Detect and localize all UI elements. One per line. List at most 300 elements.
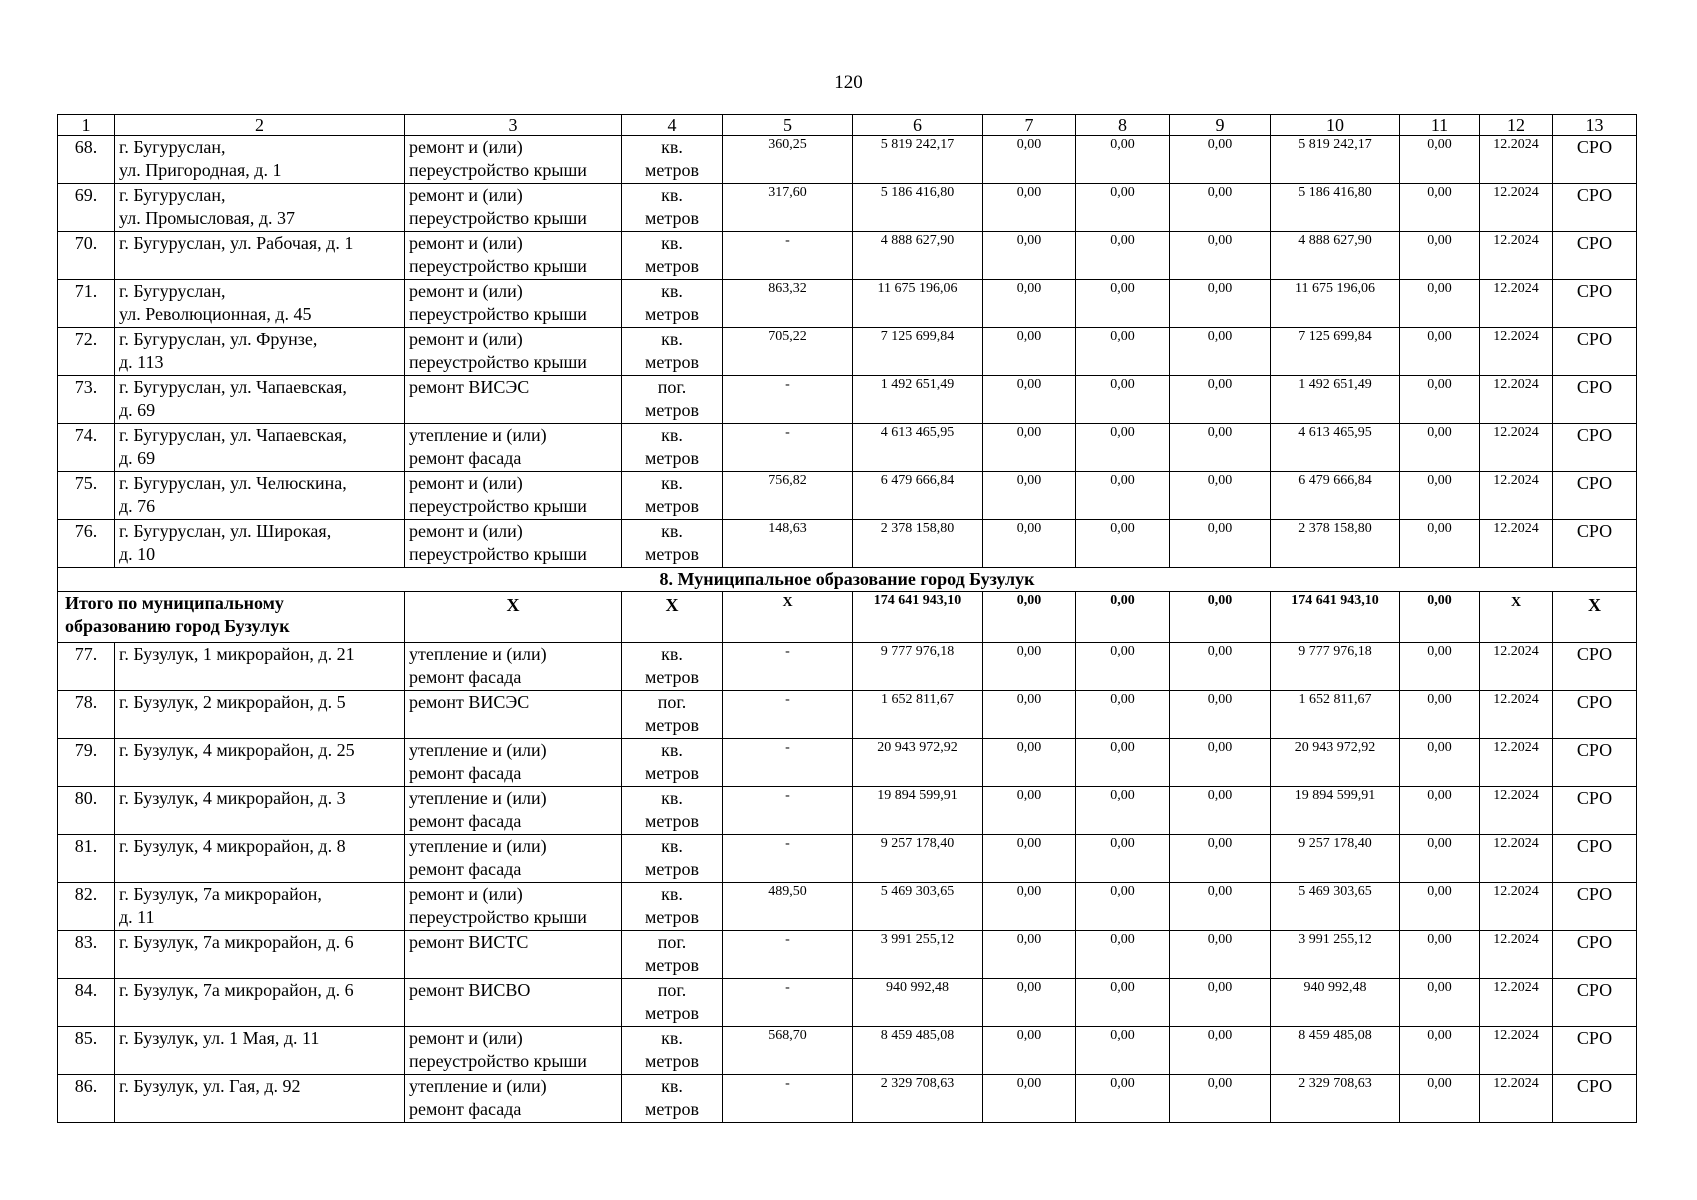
value-cell-c11 xyxy=(1400,184,1480,232)
value-cell-c9 xyxy=(1170,739,1271,787)
value-cell-c9-line: 0,00 xyxy=(1207,980,1233,995)
value-cell-c11-line: 0,00 xyxy=(1427,692,1452,707)
table-row xyxy=(58,184,1637,232)
value-cell-c6-line: 5 819 242,17 xyxy=(880,137,955,152)
work-type-cell xyxy=(405,376,622,424)
value-cell-c7 xyxy=(983,472,1076,520)
column-number-row xyxy=(58,115,1637,136)
address-cell xyxy=(115,280,405,328)
category-cell-line: СРО xyxy=(1576,137,1613,157)
value-cell-c7-line: 0,00 xyxy=(1016,884,1042,899)
table-row xyxy=(58,739,1637,787)
unit-cell-line: метров xyxy=(645,907,699,927)
column-header-3: 3 xyxy=(405,115,622,136)
value-cell-c12-line: 12.2024 xyxy=(1493,932,1539,947)
total-x-cell xyxy=(1480,592,1553,643)
value-cell-c5-line: 756,82 xyxy=(768,473,807,488)
address-cell xyxy=(115,232,405,280)
unit-cell-line: метров xyxy=(645,1099,699,1119)
work-type-cell-line: переустройство крыши xyxy=(409,907,587,927)
address-cell-line: г. Бузулук, 4 микрорайон, д. 8 xyxy=(119,836,346,856)
table-row xyxy=(58,787,1637,835)
column-header-11: 11 xyxy=(1400,115,1480,136)
value-cell-c7-line: 0,00 xyxy=(1016,377,1042,392)
value-cell-c11 xyxy=(1400,1027,1480,1075)
address-cell-line: г. Бузулук, 1 микрорайон, д. 21 xyxy=(119,644,355,664)
category-cell-line: СРО xyxy=(1576,473,1613,493)
value-cell-c6 xyxy=(853,424,983,472)
value-cell-c9 xyxy=(1170,643,1271,691)
table-row xyxy=(58,376,1637,424)
work-type-cell-line: ремонт ВИСВО xyxy=(409,980,531,1000)
value-cell-c10-line: 11 675 196,06 xyxy=(1295,281,1375,296)
value-cell-c12-line: 12.2024 xyxy=(1493,1028,1539,1043)
unit-cell-line: метров xyxy=(645,304,699,324)
work-type-cell xyxy=(405,931,622,979)
category-cell-line: СРО xyxy=(1576,980,1613,1000)
value-cell-c9-line: 0,00 xyxy=(1207,884,1233,899)
value-cell-c7-line: 0,00 xyxy=(1016,932,1042,947)
address-cell-line: д. 11 xyxy=(119,907,155,927)
total-x-cell-line: X xyxy=(1510,595,1522,610)
value-cell-c12 xyxy=(1480,883,1553,931)
value-cell-c6-line: 4 613 465,95 xyxy=(880,425,955,440)
value-cell-c6 xyxy=(853,1075,983,1123)
row-number xyxy=(58,931,115,979)
value-cell-c9-line: 0,00 xyxy=(1207,377,1233,392)
value-cell-c11 xyxy=(1400,520,1480,568)
value-cell-c12-line: 12.2024 xyxy=(1493,788,1539,803)
value-cell-c11 xyxy=(1400,280,1480,328)
value-cell-c10-line: 2 378 158,80 xyxy=(1298,521,1372,536)
value-cell-c6 xyxy=(853,787,983,835)
work-type-cell-line: утепление и (или) xyxy=(409,425,547,445)
work-type-cell xyxy=(405,1027,622,1075)
work-type-cell-line: переустройство крыши xyxy=(409,352,587,372)
address-cell-line: д. 69 xyxy=(119,400,156,420)
value-cell-c9-line: 0,00 xyxy=(1207,692,1233,707)
value-cell-c6-line: 1 652 811,67 xyxy=(881,692,954,707)
work-type-cell-line: переустройство крыши xyxy=(409,304,587,324)
row-number-line: 85. xyxy=(74,1028,98,1048)
value-cell-c5-line: 317,60 xyxy=(768,185,807,200)
unit-cell-line: метров xyxy=(645,955,699,975)
value-cell-c6 xyxy=(853,328,983,376)
value-cell-c11 xyxy=(1400,739,1480,787)
category-cell-line: СРО xyxy=(1576,185,1613,205)
work-type-cell-line: ремонт и (или) xyxy=(409,281,523,301)
row-number xyxy=(58,328,115,376)
value-cell-c6-line: 2 329 708,63 xyxy=(880,1076,955,1091)
column-header-5: 5 xyxy=(723,115,853,136)
unit-cell-line: кв. xyxy=(661,1028,683,1048)
value-cell-c12 xyxy=(1480,424,1553,472)
value-cell-c8 xyxy=(1076,739,1170,787)
value-cell-c5 xyxy=(723,643,853,691)
value-cell-c10 xyxy=(1271,520,1400,568)
value-cell-c6 xyxy=(853,979,983,1027)
value-cell-c5-line: - xyxy=(785,980,790,995)
work-type-cell-line: ремонт и (или) xyxy=(409,1028,523,1048)
value-cell-c8 xyxy=(1076,424,1170,472)
value-cell-c5 xyxy=(723,883,853,931)
value-cell-c12-line: 12.2024 xyxy=(1493,329,1539,344)
total-label-line: образованию город Бузулук xyxy=(65,616,290,636)
value-cell-c5-line: - xyxy=(785,788,790,803)
row-number xyxy=(58,184,115,232)
value-cell-c10 xyxy=(1271,835,1400,883)
value-cell-c5 xyxy=(723,835,853,883)
value-cell-c9 xyxy=(1170,280,1271,328)
value-cell-c9-line: 0,00 xyxy=(1207,836,1233,851)
value-cell-c6 xyxy=(853,691,983,739)
total-value-c6 xyxy=(853,592,983,643)
unit-cell-line: метров xyxy=(645,1051,699,1071)
work-type-cell-line: переустройство крыши xyxy=(409,496,587,516)
total-row xyxy=(58,592,1637,643)
row-number xyxy=(58,883,115,931)
value-cell-c12 xyxy=(1480,328,1553,376)
work-type-cell xyxy=(405,643,622,691)
total-value-c10-line: 174 641 943,10 xyxy=(1291,593,1379,608)
value-cell-c7 xyxy=(983,424,1076,472)
value-cell-c6 xyxy=(853,280,983,328)
category-cell xyxy=(1553,739,1637,787)
address-cell xyxy=(115,472,405,520)
table-row xyxy=(58,1027,1637,1075)
work-type-cell-line: ремонт и (или) xyxy=(409,473,523,493)
unit-cell xyxy=(622,376,723,424)
total-x-cell-line: X xyxy=(506,595,520,615)
category-cell xyxy=(1553,136,1637,184)
category-cell xyxy=(1553,931,1637,979)
value-cell-c10-line: 4 888 627,90 xyxy=(1298,233,1372,248)
value-cell-c12 xyxy=(1480,691,1553,739)
value-cell-c12-line: 12.2024 xyxy=(1493,980,1539,995)
value-cell-c7 xyxy=(983,136,1076,184)
category-cell xyxy=(1553,643,1637,691)
value-cell-c5-line: - xyxy=(785,740,790,755)
value-cell-c12-line: 12.2024 xyxy=(1493,425,1539,440)
value-cell-c9-line: 0,00 xyxy=(1207,1028,1233,1043)
unit-cell-line: метров xyxy=(645,715,699,735)
value-cell-c5 xyxy=(723,931,853,979)
value-cell-c6 xyxy=(853,184,983,232)
value-cell-c7 xyxy=(983,1027,1076,1075)
value-cell-c12-line: 12.2024 xyxy=(1493,233,1539,248)
unit-cell xyxy=(622,520,723,568)
work-type-cell-line: утепление и (или) xyxy=(409,644,547,664)
value-cell-c9-line: 0,00 xyxy=(1207,281,1233,296)
value-cell-c10-line: 9 257 178,40 xyxy=(1298,836,1372,851)
column-header-2: 2 xyxy=(115,115,405,136)
work-type-cell-line: переустройство крыши xyxy=(409,160,587,180)
row-number-line: 78. xyxy=(74,692,98,712)
row-number-line: 68. xyxy=(74,137,98,157)
value-cell-c7 xyxy=(983,979,1076,1027)
value-cell-c10-line: 5 469 303,65 xyxy=(1298,884,1372,899)
unit-cell xyxy=(622,472,723,520)
value-cell-c9 xyxy=(1170,472,1271,520)
work-type-cell-line: утепление и (или) xyxy=(409,740,547,760)
page-number: 120 xyxy=(834,72,863,93)
value-cell-c8-line: 0,00 xyxy=(1110,884,1135,899)
value-cell-c11-line: 0,00 xyxy=(1427,1076,1452,1091)
unit-cell-line: кв. xyxy=(661,836,683,856)
value-cell-c9 xyxy=(1170,232,1271,280)
value-cell-c8 xyxy=(1076,643,1170,691)
work-type-cell-line: ремонт фасада xyxy=(409,811,522,831)
value-cell-c8 xyxy=(1076,520,1170,568)
value-cell-c5-line: 489,50 xyxy=(768,884,807,899)
address-cell-line: г. Бузулук, 7а микрорайон, xyxy=(119,884,322,904)
value-cell-c5-line: - xyxy=(785,425,790,440)
value-cell-c5-line: - xyxy=(785,644,790,659)
column-header-1: 1 xyxy=(58,115,115,136)
work-type-cell xyxy=(405,424,622,472)
value-cell-c6-line: 8 459 485,08 xyxy=(880,1028,955,1043)
work-type-cell-line: ремонт фасада xyxy=(409,763,522,783)
value-cell-c7 xyxy=(983,835,1076,883)
row-number-line: 79. xyxy=(74,740,98,760)
unit-cell-line: метров xyxy=(645,208,699,228)
value-cell-c11 xyxy=(1400,472,1480,520)
value-cell-c11-line: 0,00 xyxy=(1427,932,1452,947)
value-cell-c7 xyxy=(983,691,1076,739)
category-cell xyxy=(1553,280,1637,328)
value-cell-c5-line: - xyxy=(785,932,790,947)
row-number xyxy=(58,472,115,520)
work-type-cell xyxy=(405,691,622,739)
value-cell-c7-line: 0,00 xyxy=(1016,788,1042,803)
unit-cell xyxy=(622,883,723,931)
address-cell xyxy=(115,1075,405,1123)
value-cell-c6 xyxy=(853,520,983,568)
address-cell-line: д. 69 xyxy=(119,448,156,468)
total-x-cell xyxy=(405,592,622,643)
unit-cell xyxy=(622,787,723,835)
value-cell-c9-line: 0,00 xyxy=(1207,644,1233,659)
total-x-cell xyxy=(622,592,723,643)
value-cell-c8 xyxy=(1076,1027,1170,1075)
work-type-cell-line: утепление и (или) xyxy=(409,836,547,856)
unit-cell xyxy=(622,424,723,472)
value-cell-c9 xyxy=(1170,787,1271,835)
address-cell xyxy=(115,328,405,376)
value-cell-c8-line: 0,00 xyxy=(1110,377,1135,392)
work-type-cell-line: переустройство крыши xyxy=(409,544,587,564)
value-cell-c5 xyxy=(723,232,853,280)
table-row xyxy=(58,643,1637,691)
unit-cell-line: пог. xyxy=(657,980,687,1000)
work-type-cell xyxy=(405,787,622,835)
value-cell-c10-line: 5 186 416,80 xyxy=(1298,185,1372,200)
value-cell-c5 xyxy=(723,979,853,1027)
address-cell xyxy=(115,184,405,232)
total-x-cell-line: X xyxy=(665,595,679,615)
address-cell-line: г. Бугуруслан, ул. Чапаевская, xyxy=(119,377,347,397)
value-cell-c10 xyxy=(1271,184,1400,232)
address-cell-line: г. Бузулук, 7а микрорайон, д. 6 xyxy=(119,980,354,1000)
work-type-cell xyxy=(405,280,622,328)
value-cell-c12 xyxy=(1480,931,1553,979)
value-cell-c8-line: 0,00 xyxy=(1110,980,1135,995)
table-row xyxy=(58,136,1637,184)
unit-cell-line: метров xyxy=(645,496,699,516)
value-cell-c12 xyxy=(1480,376,1553,424)
value-cell-c10 xyxy=(1271,883,1400,931)
value-cell-c6-line: 9 257 178,40 xyxy=(880,836,955,851)
value-cell-c12-line: 12.2024 xyxy=(1493,1076,1539,1091)
total-value-c8-line: 0,00 xyxy=(1110,593,1135,608)
value-cell-c8 xyxy=(1076,787,1170,835)
value-cell-c7-line: 0,00 xyxy=(1016,1028,1042,1043)
row-number-line: 74. xyxy=(74,425,98,445)
value-cell-c9 xyxy=(1170,931,1271,979)
address-cell-line: г. Бугуруслан, ул. Челюскина, xyxy=(119,473,347,493)
address-cell-line: г. Бугуруслан, ул. Фрунзе, xyxy=(119,329,318,349)
category-cell-line: СРО xyxy=(1576,740,1613,760)
value-cell-c11-line: 0,00 xyxy=(1427,473,1452,488)
value-cell-c9-line: 0,00 xyxy=(1207,740,1233,755)
unit-cell xyxy=(622,1075,723,1123)
work-type-cell xyxy=(405,472,622,520)
value-cell-c8 xyxy=(1076,1075,1170,1123)
unit-cell xyxy=(622,136,723,184)
total-value-c7 xyxy=(983,592,1076,643)
value-cell-c5 xyxy=(723,376,853,424)
work-type-cell-line: ремонт и (или) xyxy=(409,233,523,253)
value-cell-c12 xyxy=(1480,787,1553,835)
total-value-c8 xyxy=(1076,592,1170,643)
value-cell-c12-line: 12.2024 xyxy=(1493,281,1539,296)
value-cell-c10-line: 940 992,48 xyxy=(1303,980,1367,995)
value-cell-c9 xyxy=(1170,376,1271,424)
value-cell-c6-line: 9 777 976,18 xyxy=(880,644,955,659)
row-number xyxy=(58,136,115,184)
value-cell-c7 xyxy=(983,280,1076,328)
value-cell-c5-line: - xyxy=(785,692,790,707)
value-cell-c10-line: 9 777 976,18 xyxy=(1298,644,1372,659)
total-x-cell-line: X xyxy=(1588,595,1601,615)
address-cell-line: г. Бугуруслан, xyxy=(119,137,226,157)
value-cell-c6-line: 11 675 196,06 xyxy=(877,281,958,296)
value-cell-c10-line: 19 894 599,91 xyxy=(1294,788,1376,803)
table-row xyxy=(58,328,1637,376)
value-cell-c6 xyxy=(853,739,983,787)
value-cell-c12 xyxy=(1480,643,1553,691)
category-cell-line: СРО xyxy=(1576,281,1613,301)
value-cell-c7-line: 0,00 xyxy=(1016,233,1042,248)
value-cell-c12 xyxy=(1480,136,1553,184)
value-cell-c6-line: 6 479 666,84 xyxy=(880,473,955,488)
value-cell-c9-line: 0,00 xyxy=(1207,473,1233,488)
value-cell-c7-line: 0,00 xyxy=(1016,281,1042,296)
value-cell-c9-line: 0,00 xyxy=(1207,1076,1233,1091)
value-cell-c11-line: 0,00 xyxy=(1427,644,1452,659)
row-number-line: 83. xyxy=(74,932,98,952)
value-cell-c10 xyxy=(1271,643,1400,691)
unit-cell-line: кв. xyxy=(661,233,683,253)
address-cell-line: д. 113 xyxy=(119,352,164,372)
row-number-line: 86. xyxy=(74,1076,98,1096)
table-row xyxy=(58,1075,1637,1123)
unit-cell-line: метров xyxy=(645,160,699,180)
value-cell-c7-line: 0,00 xyxy=(1016,521,1042,536)
value-cell-c9-line: 0,00 xyxy=(1207,185,1233,200)
value-cell-c7-line: 0,00 xyxy=(1016,980,1042,995)
total-value-c9 xyxy=(1170,592,1271,643)
address-cell-line: ул. Промысловая, д. 37 xyxy=(119,208,295,228)
value-cell-c12 xyxy=(1480,739,1553,787)
row-number-line: 81. xyxy=(74,836,98,856)
value-cell-c8-line: 0,00 xyxy=(1110,281,1135,296)
value-cell-c8 xyxy=(1076,280,1170,328)
address-cell-line: г. Бузулук, 2 микрорайон, д. 5 xyxy=(119,692,346,712)
address-cell-line: г. Бугуруслан, ул. Широкая, xyxy=(119,521,332,541)
value-cell-c5-line: 568,70 xyxy=(768,1028,807,1043)
row-number-line: 76. xyxy=(74,521,98,541)
value-cell-c10 xyxy=(1271,328,1400,376)
work-type-cell-line: ремонт ВИСЭС xyxy=(409,692,530,712)
value-cell-c11 xyxy=(1400,643,1480,691)
value-cell-c7-line: 0,00 xyxy=(1016,425,1042,440)
value-cell-c5 xyxy=(723,424,853,472)
value-cell-c5 xyxy=(723,520,853,568)
value-cell-c5 xyxy=(723,787,853,835)
value-cell-c9 xyxy=(1170,1027,1271,1075)
value-cell-c12 xyxy=(1480,184,1553,232)
address-cell-line: г. Бугуруслан, ул. Чапаевская, xyxy=(119,425,347,445)
value-cell-c8-line: 0,00 xyxy=(1110,932,1135,947)
work-type-cell-line: переустройство крыши xyxy=(409,208,587,228)
row-number xyxy=(58,739,115,787)
unit-cell-line: кв. xyxy=(661,521,683,541)
total-value-c11-line: 0,00 xyxy=(1427,593,1452,608)
unit-cell-line: метров xyxy=(645,667,699,687)
value-cell-c9 xyxy=(1170,883,1271,931)
value-cell-c10 xyxy=(1271,1027,1400,1075)
section-row xyxy=(58,568,1637,592)
value-cell-c11-line: 0,00 xyxy=(1427,1028,1452,1043)
total-value-c6-line: 174 641 943,10 xyxy=(873,593,962,608)
value-cell-c6-line: 940 992,48 xyxy=(886,980,949,995)
unit-cell-line: метров xyxy=(645,544,699,564)
address-cell xyxy=(115,691,405,739)
value-cell-c8 xyxy=(1076,184,1170,232)
value-cell-c8 xyxy=(1076,472,1170,520)
row-number-line: 73. xyxy=(74,377,98,397)
category-cell-line: СРО xyxy=(1576,692,1613,712)
unit-cell-line: кв. xyxy=(661,644,683,664)
value-cell-c7 xyxy=(983,1075,1076,1123)
value-cell-c6 xyxy=(853,931,983,979)
row-number xyxy=(58,979,115,1027)
total-x-cell-line: X xyxy=(782,595,793,610)
value-cell-c7-line: 0,00 xyxy=(1016,836,1042,851)
value-cell-c8-line: 0,00 xyxy=(1110,788,1135,803)
value-cell-c9 xyxy=(1170,691,1271,739)
value-cell-c5 xyxy=(723,691,853,739)
work-type-cell-line: ремонт ВИСТС xyxy=(409,932,529,952)
value-cell-c7 xyxy=(983,376,1076,424)
value-cell-c7-line: 0,00 xyxy=(1016,644,1042,659)
value-cell-c9-line: 0,00 xyxy=(1207,425,1233,440)
value-cell-c12-line: 12.2024 xyxy=(1493,740,1539,755)
value-cell-c10 xyxy=(1271,931,1400,979)
address-cell xyxy=(115,424,405,472)
total-value-c9-line: 0,00 xyxy=(1207,593,1233,608)
